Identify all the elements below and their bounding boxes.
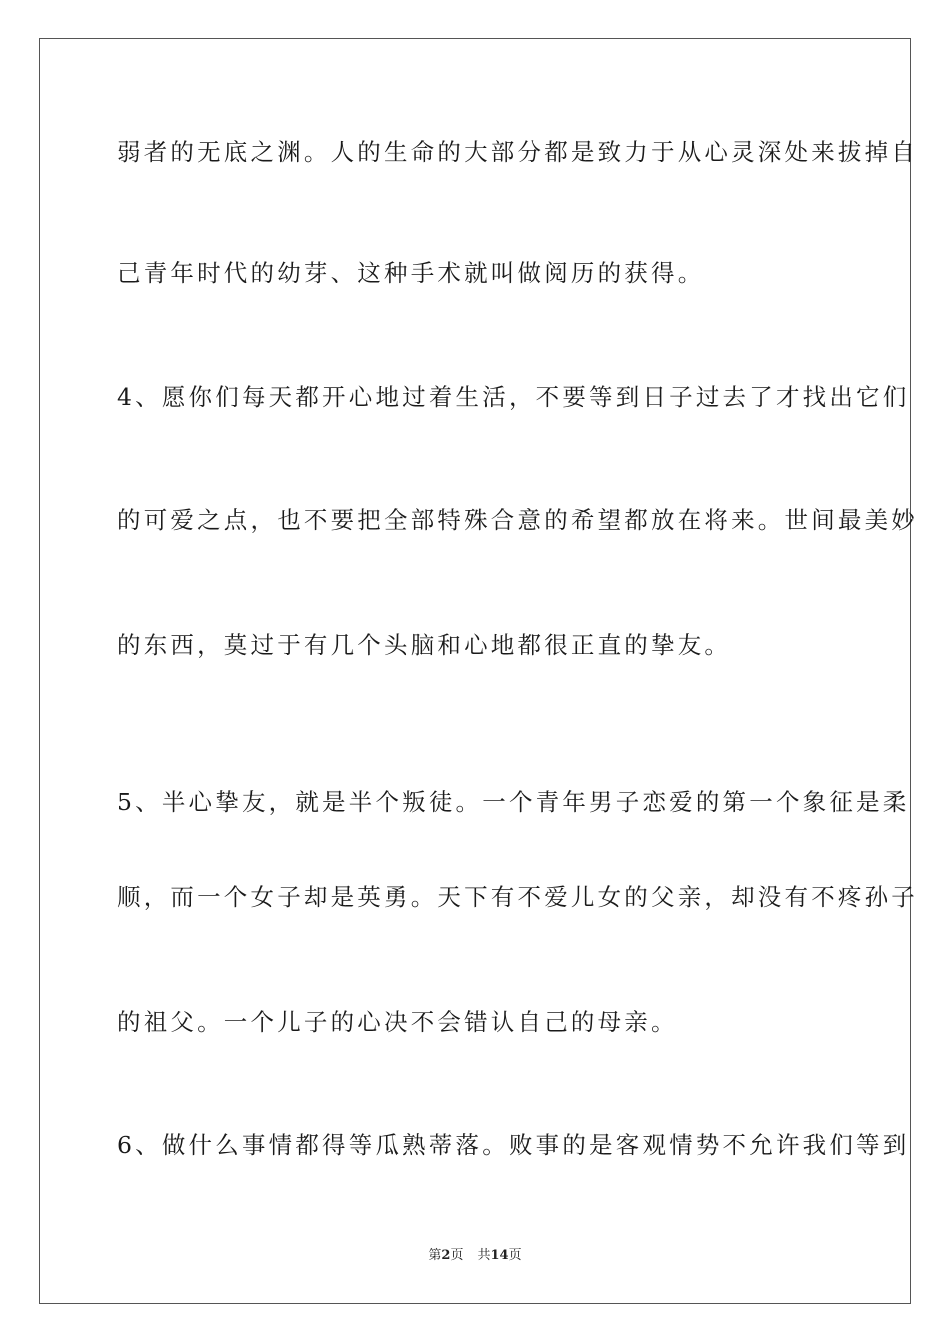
page-current: 2 bbox=[441, 1248, 451, 1263]
page-footer bbox=[0, 1247, 950, 1265]
page-frame bbox=[39, 38, 918, 1304]
paragraph-line: 6、做什么事情都得等瓜熟蒂落。败事的是客观情势不允许我们等到 bbox=[117, 1131, 910, 1159]
page-suffix: 页 bbox=[450, 1248, 464, 1263]
total-prefix: 共 bbox=[477, 1248, 491, 1263]
total-suffix: 页 bbox=[508, 1248, 522, 1263]
paragraph-line: 弱者的无底之渊。人的生命的大部分都是致力于从心灵深处来拔掉自 bbox=[117, 138, 918, 166]
page-total bbox=[477, 1248, 521, 1263]
total-count: 14 bbox=[490, 1248, 509, 1263]
paragraph-line: 5、半心挚友，就是半个叛徒。一个青年男子恋爱的第一个象征是柔 bbox=[117, 788, 910, 816]
paragraph-line: 的可爱之点，也不要把全部特殊合意的希望都放在将来。世间最美妙 bbox=[117, 506, 918, 534]
paragraph-line: 己青年时代的幼芽、这种手术就叫做阅历的获得。 bbox=[117, 259, 705, 287]
paragraph-line: 4、愿你们每天都开心地过着生活，不要等到日子过去了才找出它们 bbox=[117, 383, 910, 411]
page-number bbox=[428, 1248, 463, 1263]
paragraph-line: 顺，而一个女子却是英勇。天下有不爱儿女的父亲，却没有不疼孙子 bbox=[117, 883, 918, 911]
page-prefix: 第 bbox=[428, 1248, 442, 1263]
paragraph-line: 的祖父。一个儿子的心决不会错认自己的母亲。 bbox=[117, 1008, 678, 1036]
paragraph-line: 的东西，莫过于有几个头脑和心地都很正直的挚友。 bbox=[117, 631, 732, 659]
